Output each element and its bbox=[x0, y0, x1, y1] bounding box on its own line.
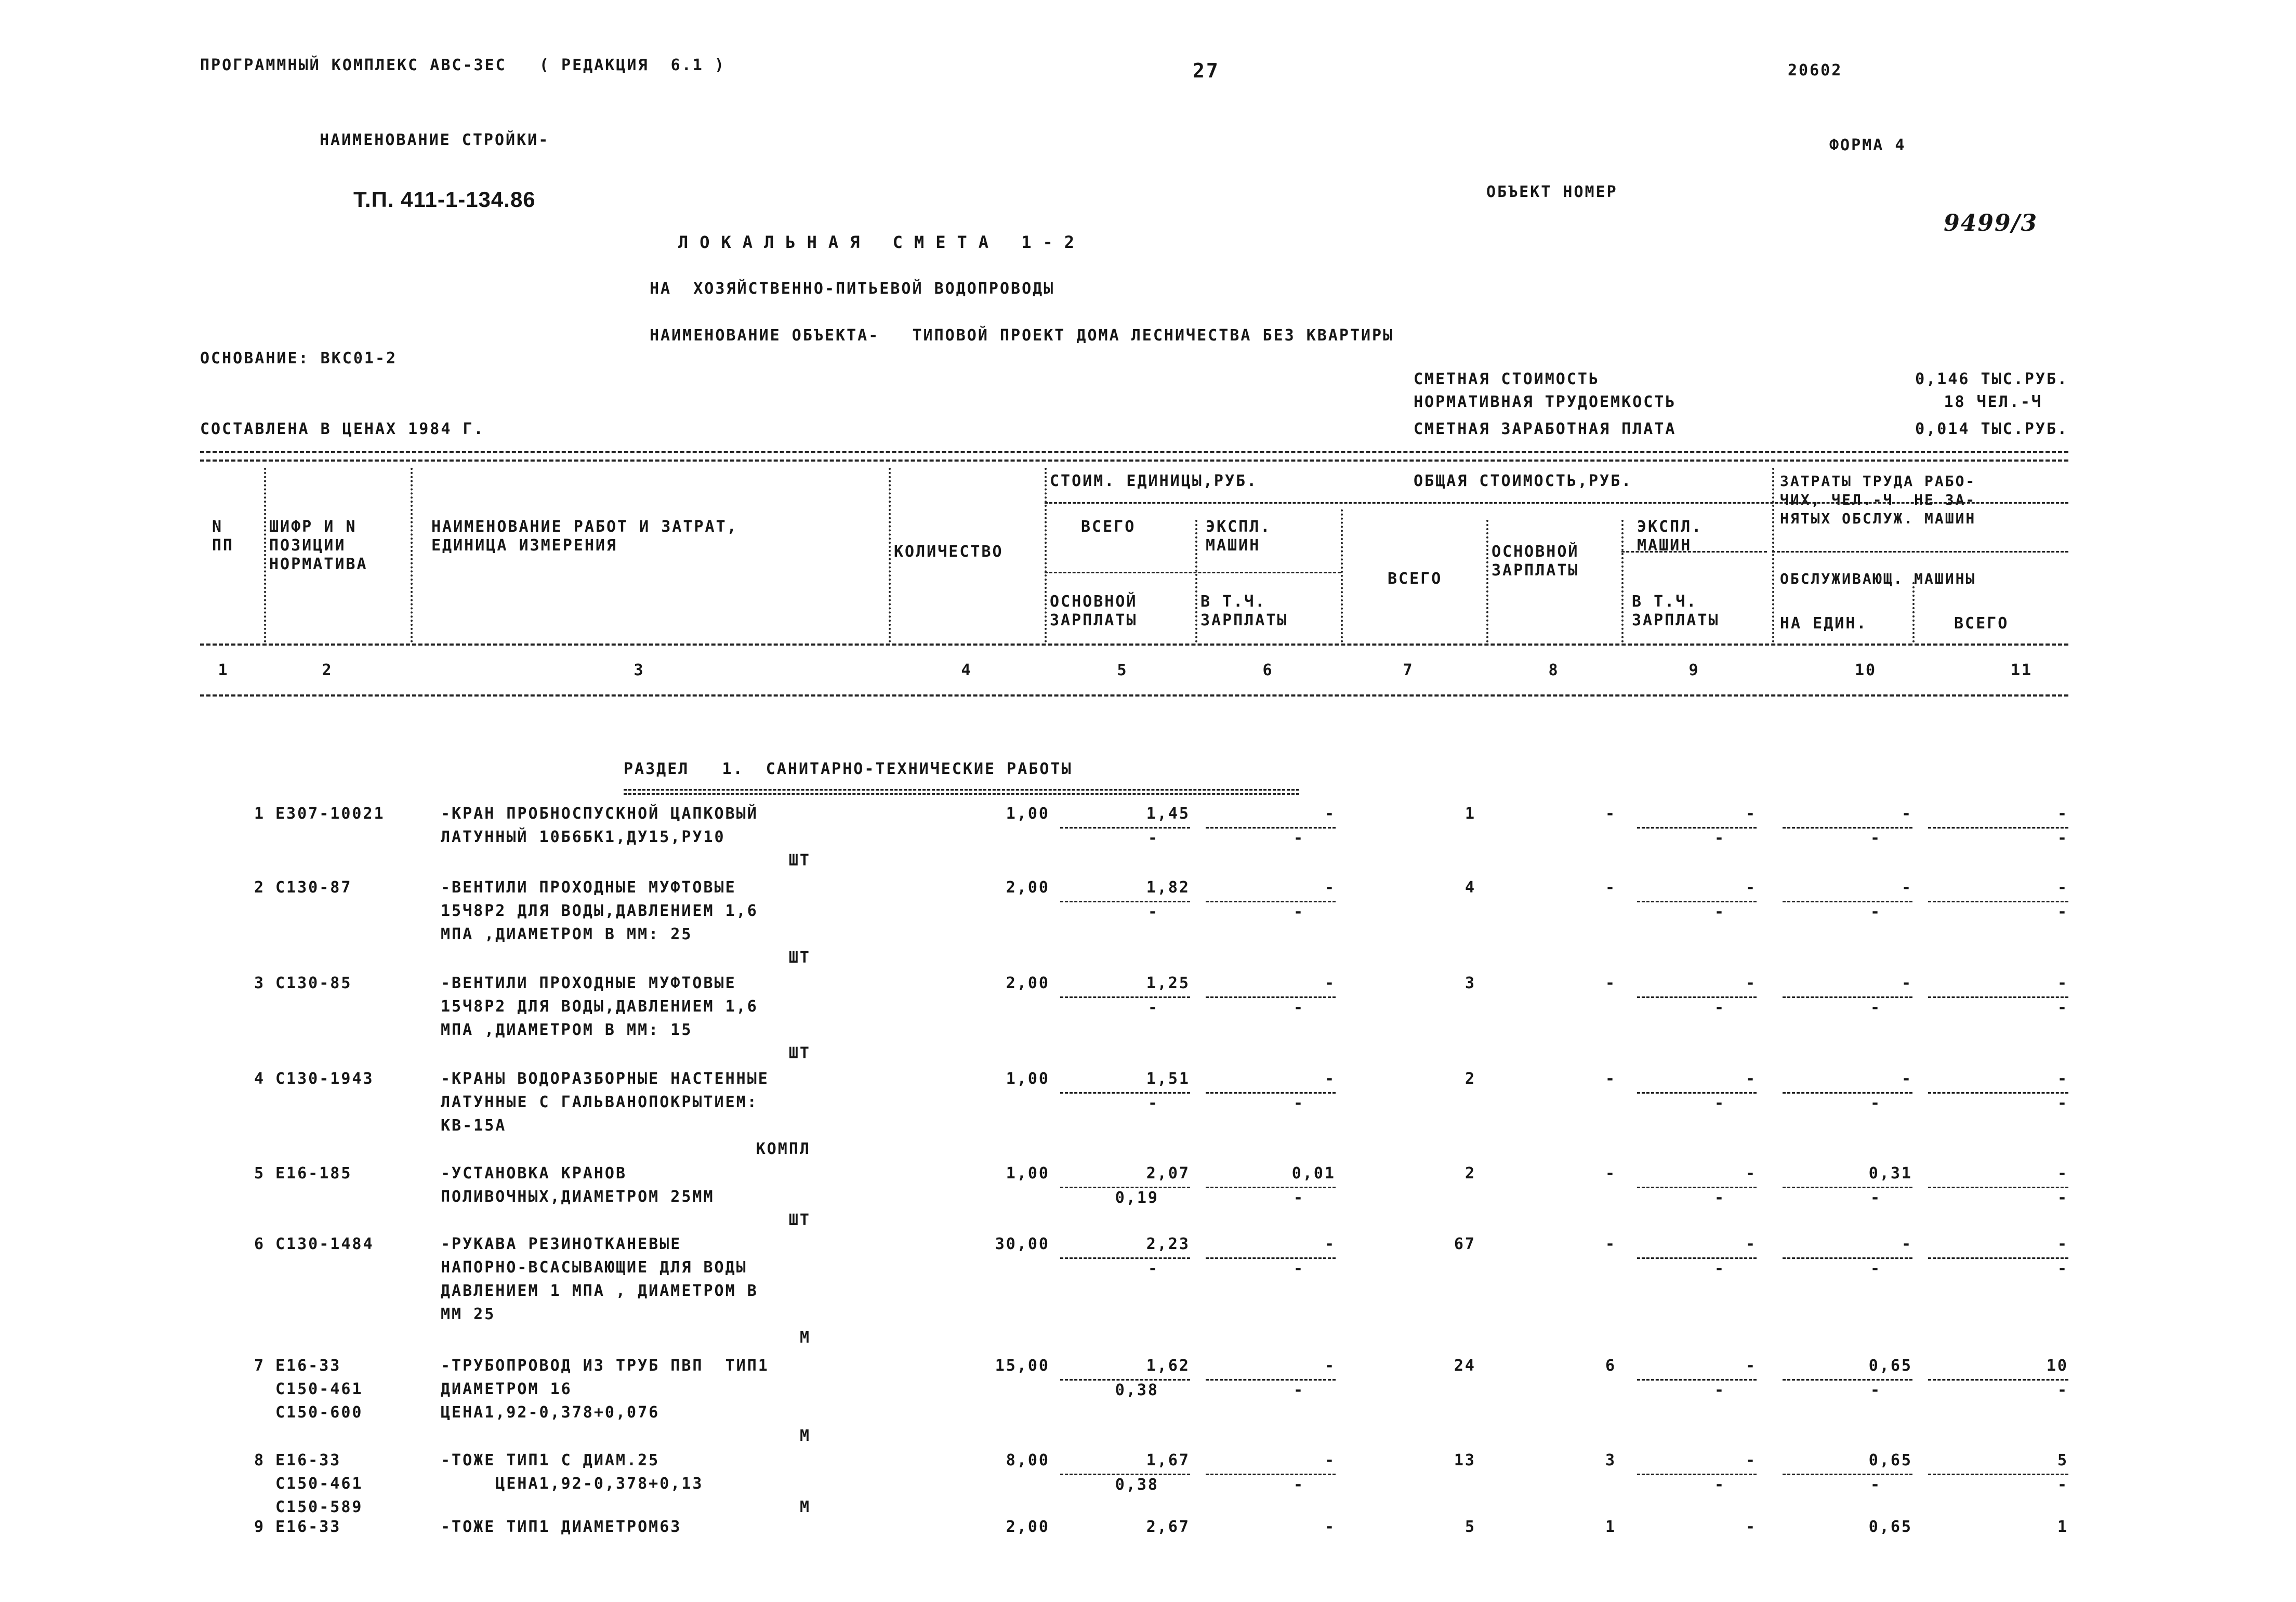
row-name-line: -ВЕНТИЛИ ПРОХОДНЫЕ МУФТОВЫЕ bbox=[441, 878, 736, 897]
row-subrule bbox=[1637, 827, 1757, 829]
row-total-machines: - bbox=[1745, 974, 1757, 992]
row-labor-unit-2: - bbox=[1870, 999, 1881, 1017]
head-qty: КОЛИЧЕСТВО bbox=[894, 543, 1004, 561]
row-unit-machines: - bbox=[1324, 878, 1336, 897]
row-subrule bbox=[1783, 827, 1912, 829]
vsep-2 bbox=[411, 468, 413, 642]
head-total-all: ВСЕГО bbox=[1388, 570, 1443, 588]
row-unit-machine-wage: - bbox=[1293, 1476, 1304, 1494]
row-number: 5 bbox=[254, 1164, 265, 1183]
row-total-machines: - bbox=[1745, 1357, 1757, 1375]
head-cipher: ШИФР И N ПОЗИЦИИ НОРМАТИВА bbox=[269, 518, 368, 573]
basis-label: ОСНОВАНИЕ: ВКС01-2 bbox=[200, 349, 398, 367]
row-unit-total: 1,62 bbox=[1146, 1357, 1190, 1375]
row-total-wage: 6 bbox=[1605, 1357, 1616, 1375]
row-unit-machines: - bbox=[1324, 1451, 1336, 1469]
row-unit-wage: - bbox=[1147, 829, 1159, 847]
row-total-wage: 3 bbox=[1605, 1451, 1616, 1469]
row-total-machine-wage: - bbox=[1714, 829, 1725, 847]
program-label: ПРОГРАММНЫЙ КОМПЛЕКС АВС-ЗЕС ( РЕДАКЦИЯ 6.1 ) bbox=[200, 56, 725, 74]
row-name-line: 15Ч8Р2 ДЛЯ ВОДЫ,ДАВЛЕНИЕМ 1,6 bbox=[441, 997, 758, 1016]
row-cipher-code: Е16-33 bbox=[275, 1357, 341, 1375]
colnum-2: 2 bbox=[322, 661, 333, 679]
row-name-label: НАИМЕНОВАНИЕ СТРОЙКИ- bbox=[320, 131, 550, 149]
row-subrule bbox=[1928, 1379, 2068, 1381]
row-total-all: 67 bbox=[1454, 1235, 1476, 1253]
row-quantity: 2,00 bbox=[1006, 974, 1050, 992]
row-total-machines: - bbox=[1745, 1518, 1757, 1536]
row-subrule bbox=[1928, 1474, 2068, 1475]
row-labor-unit-2: - bbox=[1870, 1094, 1881, 1112]
row-cipher-code: С150-461 bbox=[275, 1380, 363, 1398]
row-subrule bbox=[1637, 1092, 1757, 1094]
row-subrule bbox=[1206, 996, 1336, 998]
row-unit-wage: 0,38 bbox=[1115, 1381, 1159, 1399]
row-cipher-code: С130-1484 bbox=[275, 1235, 374, 1253]
head-labor-total: ВСЕГО bbox=[1954, 614, 2009, 633]
row-labor-total-2: - bbox=[2057, 999, 2068, 1017]
summary-value-cost: 0,146 ТЫС.РУБ. bbox=[1915, 370, 2068, 388]
row-unit-wage: - bbox=[1147, 903, 1159, 921]
row-number: 9 bbox=[254, 1518, 265, 1536]
row-unit-total: 1,67 bbox=[1146, 1451, 1190, 1469]
vsep-4 bbox=[1045, 468, 1047, 642]
row-subrule bbox=[1637, 1187, 1757, 1188]
row-total-wage: - bbox=[1605, 1235, 1616, 1253]
row-unit-wage: 0,19 bbox=[1115, 1189, 1159, 1207]
row-total-wage: - bbox=[1605, 974, 1616, 992]
row-total-all: 2 bbox=[1464, 1070, 1476, 1088]
colnum-5: 5 bbox=[1117, 661, 1128, 679]
head-subrule-4 bbox=[1772, 551, 2068, 553]
row-subrule bbox=[1783, 1474, 1912, 1475]
row-subrule bbox=[1637, 901, 1757, 902]
row-labor-unit: - bbox=[1901, 878, 1912, 897]
row-name-line: 15Ч8Р2 ДЛЯ ВОДЫ,ДАВЛЕНИЕМ 1,6 bbox=[441, 902, 758, 920]
row-unit-wage: 0,38 bbox=[1115, 1476, 1159, 1494]
row-name-line: ЛАТУННЫЕ С ГАЛЬВАНОПОКРЫТИЕМ: bbox=[441, 1093, 758, 1111]
row-subrule bbox=[1783, 1187, 1912, 1188]
row-name-line: ПОЛИВОЧНЫХ,ДИАМЕТРОМ 25ММ bbox=[441, 1188, 715, 1206]
row-quantity: 2,00 bbox=[1006, 878, 1050, 897]
head-labor-unit: НА ЕДИН. bbox=[1780, 614, 1868, 633]
row-subrule bbox=[1060, 1092, 1190, 1094]
row-subrule bbox=[1928, 996, 2068, 998]
section-title: РАЗДЕЛ 1. САНИТАРНО-ТЕХНИЧЕСКИЕ РАБОТЫ bbox=[624, 760, 1073, 778]
row-subrule bbox=[1637, 996, 1757, 998]
row-cipher-code: С150-589 bbox=[275, 1498, 363, 1516]
row-unit-total: 1,82 bbox=[1146, 878, 1190, 897]
row-subrule bbox=[1783, 1379, 1912, 1381]
row-name-line: ДАВЛЕНИЕМ 1 МПА , ДИАМЕТРОМ В bbox=[441, 1282, 758, 1300]
row-subrule bbox=[1783, 996, 1912, 998]
row-subrule bbox=[1928, 827, 2068, 829]
colnum-6: 6 bbox=[1262, 661, 1274, 679]
vsep-9 bbox=[1772, 468, 1774, 642]
row-unit-machines: - bbox=[1324, 805, 1336, 823]
row-total-wage: - bbox=[1605, 1164, 1616, 1183]
row-total-all: 24 bbox=[1454, 1357, 1476, 1375]
row-total-machines: - bbox=[1745, 878, 1757, 897]
row-unit: ШТ bbox=[788, 851, 811, 870]
row-unit-machine-wage: - bbox=[1293, 903, 1304, 921]
row-labor-total: - bbox=[2057, 805, 2068, 823]
row-number: 6 bbox=[254, 1235, 265, 1253]
row-unit-total: 2,07 bbox=[1146, 1164, 1190, 1183]
row-total-machine-wage: - bbox=[1714, 903, 1725, 921]
column-numbers-rule bbox=[200, 694, 2068, 697]
row-labor-total: - bbox=[2057, 1235, 2068, 1253]
row-name-line: -КРАНЫ ВОДОРАЗБОРНЫЕ НАСТЕННЫЕ bbox=[441, 1070, 769, 1088]
row-cipher-code: С130-1943 bbox=[275, 1070, 374, 1088]
row-labor-unit: 0,65 bbox=[1868, 1451, 1912, 1469]
row-labor-total: - bbox=[2057, 878, 2068, 897]
row-total-all: 1 bbox=[1464, 805, 1476, 823]
row-total-machines: - bbox=[1745, 805, 1757, 823]
row-name-line: ММ 25 bbox=[441, 1305, 496, 1323]
object-label: ОБЪЕКТ НОМЕР bbox=[1486, 183, 1618, 201]
row-name-line: -ТОЖЕ ТИП1 С ДИАМ.25 bbox=[441, 1451, 660, 1469]
colnum-10: 10 bbox=[1854, 661, 1877, 679]
row-quantity: 15,00 bbox=[995, 1357, 1050, 1375]
vsep-7 bbox=[1486, 520, 1488, 642]
row-unit-total: 1,51 bbox=[1146, 1070, 1190, 1088]
section-underline bbox=[624, 789, 1299, 791]
row-subrule bbox=[1060, 1474, 1190, 1475]
page-number: 27 bbox=[1193, 59, 1220, 82]
row-unit: ШТ bbox=[788, 1044, 811, 1062]
row-number: 3 bbox=[254, 974, 265, 992]
summary-label-wage: СМЕТНАЯ ЗАРАБОТНАЯ ПЛАТА bbox=[1414, 420, 1677, 438]
row-labor-total: - bbox=[2057, 1070, 2068, 1088]
colnum-11: 11 bbox=[2010, 661, 2033, 679]
vsep-3 bbox=[889, 468, 891, 642]
head-total-mach: ЭКСПЛ. МАШИН bbox=[1637, 518, 1703, 555]
document-title: ЛОКАЛЬНАЯ СМЕТА 1-2 bbox=[678, 232, 1086, 252]
row-total-machine-wage: - bbox=[1714, 1381, 1725, 1399]
row-total-machine-wage: - bbox=[1714, 1189, 1725, 1207]
vsep-1 bbox=[264, 468, 266, 642]
row-quantity: 30,00 bbox=[995, 1235, 1050, 1253]
row-unit: ШТ bbox=[788, 949, 811, 967]
row-labor-unit-2: - bbox=[1870, 903, 1881, 921]
row-total-wage: - bbox=[1605, 878, 1616, 897]
row-total-all: 5 bbox=[1464, 1518, 1476, 1536]
row-total-machine-wage: - bbox=[1714, 1094, 1725, 1112]
row-unit-machine-wage: - bbox=[1293, 999, 1304, 1017]
row-subrule bbox=[1206, 1187, 1336, 1188]
row-total-machines: - bbox=[1745, 1070, 1757, 1088]
row-labor-total: 5 bbox=[2057, 1451, 2068, 1469]
row-labor-unit-2: - bbox=[1870, 1189, 1881, 1207]
row-subrule bbox=[1637, 1257, 1757, 1259]
row-quantity: 1,00 bbox=[1006, 1070, 1050, 1088]
section-underline-2 bbox=[624, 793, 1299, 795]
table-top-rule bbox=[200, 451, 2068, 453]
row-name-line: ДИАМЕТРОМ 16 bbox=[441, 1380, 572, 1398]
row-name-line: -ТОЖЕ ТИП1 ДИАМЕТРОМ63 bbox=[441, 1518, 682, 1536]
row-name-line: -ВЕНТИЛИ ПРОХОДНЫЕ МУФТОВЫЕ bbox=[441, 974, 736, 992]
row-unit-machine-wage: - bbox=[1293, 1259, 1304, 1278]
row-cipher-code: Е16-33 bbox=[275, 1451, 341, 1469]
row-name-line: МПА ,ДИАМЕТРОМ В ММ: 15 bbox=[441, 1021, 693, 1039]
row-labor-unit: 0,65 bbox=[1868, 1518, 1912, 1536]
row-unit: М bbox=[799, 1427, 811, 1445]
row-labor-total-2: - bbox=[2057, 1476, 2068, 1494]
row-unit-wage: - bbox=[1147, 1259, 1159, 1278]
row-quantity: 1,00 bbox=[1006, 805, 1050, 823]
row-labor-unit-2: - bbox=[1870, 829, 1881, 847]
row-labor-unit-2: - bbox=[1870, 1259, 1881, 1278]
row-total-wage: - bbox=[1605, 805, 1616, 823]
row-subrule bbox=[1928, 1092, 2068, 1094]
head-unit-mach-wage: В Т.Ч. ЗАРПЛАТЫ bbox=[1200, 593, 1288, 629]
row-unit: КОМПЛ bbox=[756, 1140, 811, 1158]
row-unit-machine-wage: - bbox=[1293, 1381, 1304, 1399]
summary-value-wage: 0,014 ТЫС.РУБ. bbox=[1915, 420, 2068, 438]
row-subrule bbox=[1637, 1379, 1757, 1381]
row-total-all: 13 bbox=[1454, 1451, 1476, 1469]
table-top-rule-2 bbox=[200, 459, 2068, 462]
row-name-line: НАПОРНО-ВСАСЫВАЮЩИЕ ДЛЯ ВОДЫ bbox=[441, 1258, 747, 1277]
row-labor-total: 1 bbox=[2057, 1518, 2068, 1536]
row-number: 1 bbox=[254, 805, 265, 823]
summary-label-labor: НОРМАТИВНАЯ ТРУДОЕМКОСТЬ bbox=[1414, 393, 1677, 411]
row-unit-machines: - bbox=[1324, 1518, 1336, 1536]
colnum-3: 3 bbox=[634, 661, 645, 679]
row-unit-machine-wage: - bbox=[1293, 1189, 1304, 1207]
row-total-machines: - bbox=[1745, 1164, 1757, 1183]
row-total-all: 2 bbox=[1464, 1164, 1476, 1183]
document-code: 20602 bbox=[1788, 61, 1843, 80]
row-cipher-code: С150-600 bbox=[275, 1403, 363, 1422]
row-number: 2 bbox=[254, 878, 265, 897]
row-unit-machine-wage: - bbox=[1293, 829, 1304, 847]
row-subrule bbox=[1060, 827, 1190, 829]
row-unit-machines: - bbox=[1324, 1070, 1336, 1088]
tp-code: Т.П. 411-1-134.86 bbox=[353, 187, 536, 212]
head-unit-wage: ОСНОВНОЙ ЗАРПЛАТЫ bbox=[1050, 593, 1138, 629]
row-subrule bbox=[1637, 1474, 1757, 1475]
document-subtitle: НА ХОЗЯЙСТВЕННО-ПИТЬЕВОЙ ВОДОПРОВОДЫ bbox=[650, 280, 1055, 298]
prices-label: СОСТАВЛЕНА В ЦЕНАХ 1984 Г. bbox=[200, 420, 485, 438]
row-total-wage: - bbox=[1605, 1070, 1616, 1088]
summary-value-labor: 18 ЧЕЛ.-Ч bbox=[1944, 393, 2042, 411]
row-subrule bbox=[1928, 1257, 2068, 1259]
row-name-line: ЛАТУННЫЙ 10Б6БК1,ДУ15,РУ10 bbox=[441, 828, 725, 846]
row-subrule bbox=[1206, 1474, 1336, 1475]
row-labor-total-2: - bbox=[2057, 903, 2068, 921]
row-cipher-code: Е16-185 bbox=[275, 1164, 352, 1183]
row-labor-unit: - bbox=[1901, 1235, 1912, 1253]
row-labor-unit: - bbox=[1901, 974, 1912, 992]
table-head-bottom-rule bbox=[200, 644, 2068, 646]
row-total-machine-wage: - bbox=[1714, 1476, 1725, 1494]
row-subrule bbox=[1206, 1092, 1336, 1094]
row-subrule bbox=[1783, 1257, 1912, 1259]
row-subrule bbox=[1206, 1257, 1336, 1259]
row-cipher-code: С130-85 bbox=[275, 974, 352, 992]
row-quantity: 2,00 bbox=[1006, 1518, 1050, 1536]
head-unit-mach: ЭКСПЛ. МАШИН bbox=[1206, 518, 1272, 555]
row-labor-unit-2: - bbox=[1870, 1476, 1881, 1494]
row-unit-wage: - bbox=[1147, 999, 1159, 1017]
row-unit: ШТ bbox=[788, 1211, 811, 1229]
row-cipher-code: С150-461 bbox=[275, 1475, 363, 1493]
row-name-line: КВ-15А bbox=[441, 1117, 507, 1135]
row-subrule bbox=[1928, 901, 2068, 902]
head-total-wage: ОСНОВНОЙ ЗАРПЛАТЫ bbox=[1492, 543, 1579, 580]
row-labor-total-2: - bbox=[2057, 1259, 2068, 1278]
row-name-line: -УСТАНОВКА КРАНОВ bbox=[441, 1164, 627, 1183]
row-labor-total-2: - bbox=[2057, 1094, 2068, 1112]
head-labor-sub: ОБСЛУЖИВАЮЩ. МАШИНЫ bbox=[1780, 570, 1976, 587]
row-name-line: -ТРУБОПРОВОД ИЗ ТРУБ ПВП ТИП1 bbox=[441, 1357, 769, 1375]
row-number: 8 bbox=[254, 1451, 265, 1469]
row-cipher-code: Е307-10021 bbox=[275, 805, 385, 823]
head-subrule-2 bbox=[1045, 572, 1341, 573]
row-total-machine-wage: - bbox=[1714, 999, 1725, 1017]
head-labor: ЗАТРАТЫ ТРУДА РАБО- ЧИХ, ЧЕЛ.-Ч НЕ ЗА- НЯТЫХ ОБСЛУЖ. МАШИН bbox=[1780, 472, 1976, 527]
row-subrule bbox=[1206, 1379, 1336, 1381]
row-unit-machines: - bbox=[1324, 1235, 1336, 1253]
colnum-7: 7 bbox=[1403, 661, 1414, 679]
row-unit-total: 1,25 bbox=[1146, 974, 1190, 992]
summary-label-cost: СМЕТНАЯ СТОИМОСТЬ bbox=[1414, 370, 1600, 388]
row-total-machines: - bbox=[1745, 1235, 1757, 1253]
vsep-10 bbox=[1912, 582, 1915, 642]
row-labor-total-2: - bbox=[2057, 829, 2068, 847]
row-name-line: -КРАН ПРОБНОСПУСКНОЙ ЦАПКОВЫЙ bbox=[441, 805, 758, 823]
row-labor-total: - bbox=[2057, 974, 2068, 992]
head-name: НАИМЕНОВАНИЕ РАБОТ И ЗАТРАТ, ЕДИНИЦА ИЗМЕРЕНИЯ bbox=[431, 518, 738, 555]
row-labor-unit: - bbox=[1901, 805, 1912, 823]
row-subrule bbox=[1060, 996, 1190, 998]
row-labor-unit: 0,65 bbox=[1868, 1357, 1912, 1375]
row-unit-total: 2,23 bbox=[1146, 1235, 1190, 1253]
vsep-8 bbox=[1621, 520, 1624, 642]
row-total-machines: - bbox=[1745, 1451, 1757, 1469]
row-subrule bbox=[1783, 1092, 1912, 1094]
row-labor-total: - bbox=[2057, 1164, 2068, 1183]
row-labor-unit: - bbox=[1901, 1070, 1912, 1088]
row-subrule bbox=[1060, 1257, 1190, 1259]
colnum-1: 1 bbox=[218, 661, 229, 679]
head-unit-total: ВСЕГО bbox=[1081, 518, 1136, 536]
row-total-wage: 1 bbox=[1605, 1518, 1616, 1536]
row-number: 4 bbox=[254, 1070, 265, 1088]
row-unit-wage: - bbox=[1147, 1094, 1159, 1112]
vsep-5 bbox=[1195, 520, 1197, 642]
colnum-9: 9 bbox=[1688, 661, 1700, 679]
row-name-line: МПА ,ДИАМЕТРОМ В ММ: 25 bbox=[441, 925, 693, 943]
colnum-4: 4 bbox=[961, 661, 972, 679]
head-unit-cost: СТОИМ. ЕДИНИЦЫ,РУБ. bbox=[1050, 472, 1258, 490]
row-subrule bbox=[1783, 901, 1912, 902]
head-total-mach-wage: В Т.Ч. ЗАРПЛАТЫ bbox=[1632, 593, 1720, 629]
row-labor-unit-2: - bbox=[1870, 1381, 1881, 1399]
row-subrule bbox=[1060, 1379, 1190, 1381]
row-unit-machines: - bbox=[1324, 974, 1336, 992]
head-total-cost: ОБЩАЯ СТОИМОСТЬ,РУБ. bbox=[1414, 472, 1633, 490]
row-cipher-code: С130-87 bbox=[275, 878, 352, 897]
row-cipher-code: Е16-33 bbox=[275, 1518, 341, 1536]
vsep-6 bbox=[1341, 509, 1343, 642]
row-name-line: -РУКАВА РЕЗИНОТКАНЕВЫЕ bbox=[441, 1235, 682, 1253]
row-labor-total-2: - bbox=[2057, 1381, 2068, 1399]
object-number: 9499/3 bbox=[1944, 210, 2038, 237]
row-unit-total: 2,67 bbox=[1146, 1518, 1190, 1536]
row-total-all: 4 bbox=[1464, 878, 1476, 897]
row-subrule bbox=[1060, 901, 1190, 902]
row-quantity: 8,00 bbox=[1006, 1451, 1050, 1469]
row-unit: М bbox=[799, 1329, 811, 1347]
row-labor-unit: 0,31 bbox=[1868, 1164, 1912, 1183]
row-labor-total: 10 bbox=[2046, 1357, 2068, 1375]
row-name-line: ЦЕНА1,92-0,378+0,13 bbox=[441, 1475, 704, 1493]
row-subrule bbox=[1206, 901, 1336, 902]
row-total-all: 3 bbox=[1464, 974, 1476, 992]
row-subrule bbox=[1206, 827, 1336, 829]
row-unit: М bbox=[799, 1498, 811, 1516]
head-n: N ПП bbox=[212, 518, 234, 555]
object-name: НАИМЕНОВАНИЕ ОБЪЕКТА- ТИПОВОЙ ПРОЕКТ ДОМА ЛЕСНИЧЕСТВА БЕЗ КВАРТИРЫ bbox=[650, 326, 1394, 345]
row-unit-machine-wage: - bbox=[1293, 1094, 1304, 1112]
row-number: 7 bbox=[254, 1357, 265, 1375]
row-name-line: ЦЕНА1,92-0,378+0,076 bbox=[441, 1403, 660, 1422]
row-total-machine-wage: - bbox=[1714, 1259, 1725, 1278]
row-subrule bbox=[1928, 1187, 2068, 1188]
colnum-8: 8 bbox=[1548, 661, 1560, 679]
row-unit-total: 1,45 bbox=[1146, 805, 1190, 823]
row-subrule bbox=[1060, 1187, 1190, 1188]
row-unit-machines: 0,01 bbox=[1291, 1164, 1336, 1183]
row-labor-total-2: - bbox=[2057, 1189, 2068, 1207]
row-quantity: 1,00 bbox=[1006, 1164, 1050, 1183]
row-unit-machines: - bbox=[1324, 1357, 1336, 1375]
form-label: ФОРМА 4 bbox=[1829, 136, 1906, 154]
